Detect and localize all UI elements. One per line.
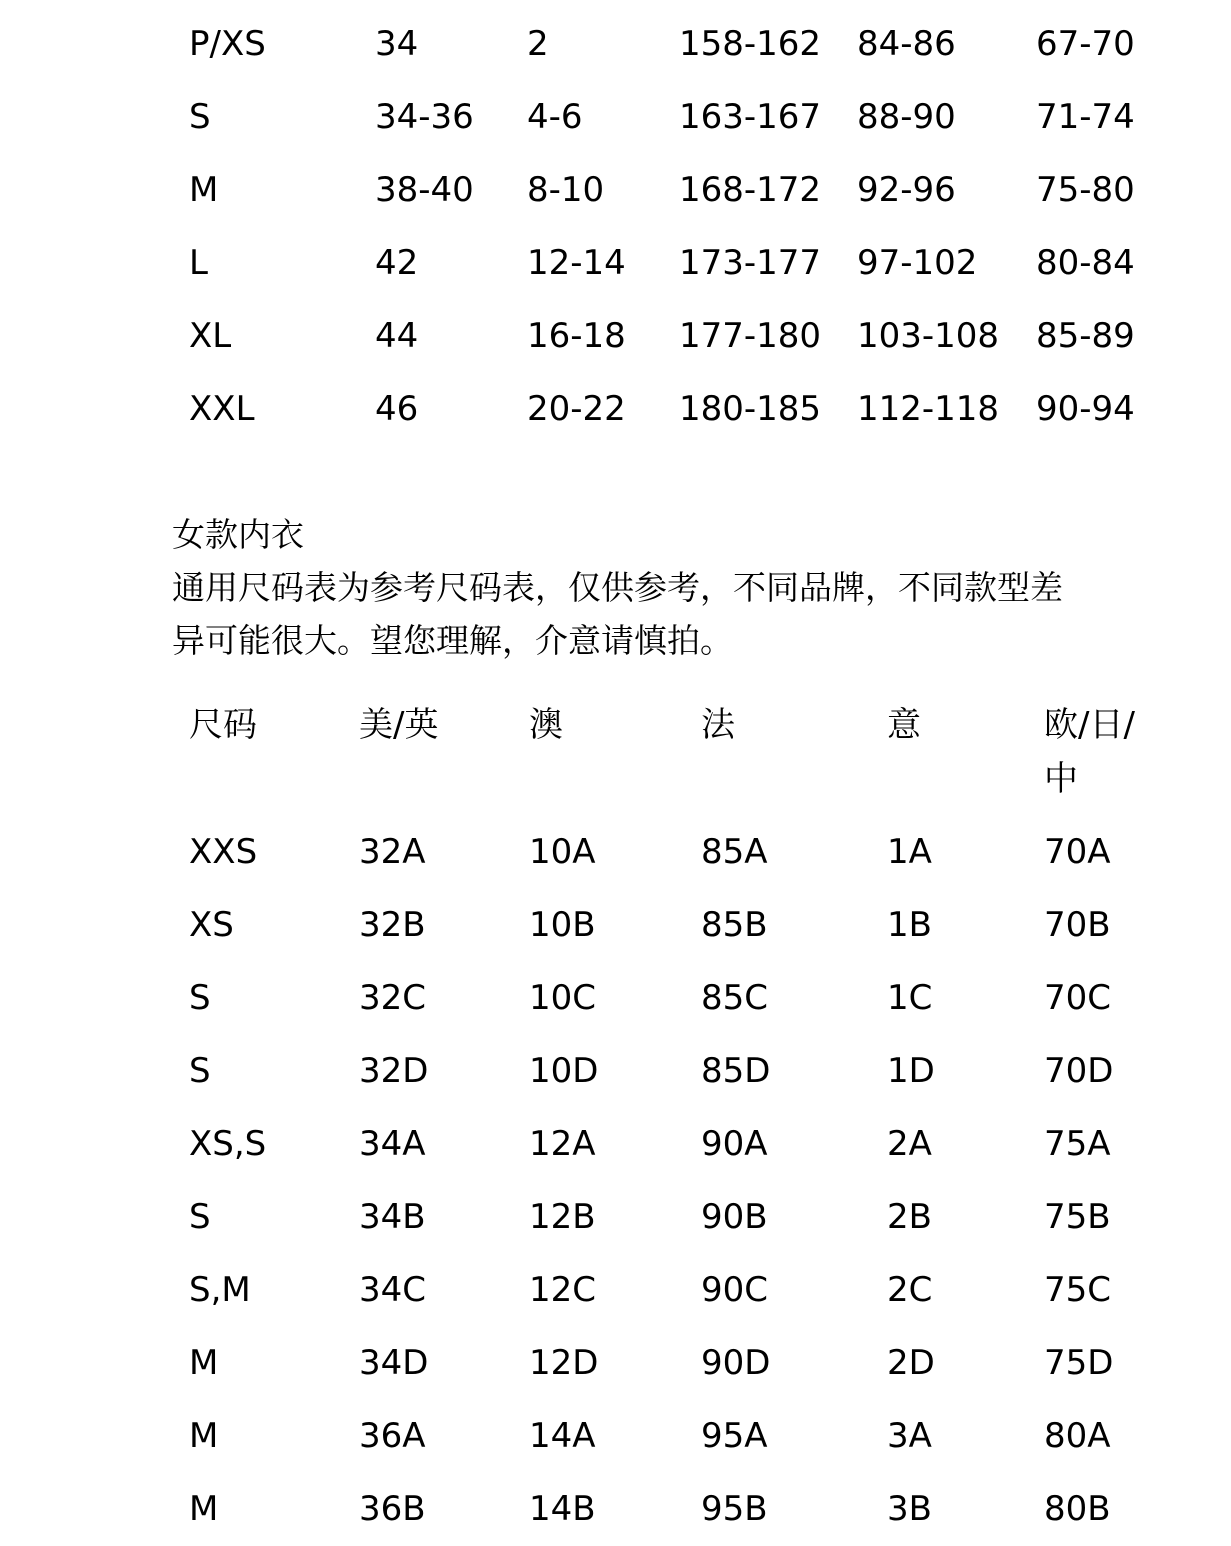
table-cell: 42	[375, 243, 419, 283]
table-cell: P/XS	[189, 24, 266, 64]
table-cell: 12C	[529, 1270, 597, 1310]
table-cell: 85C	[701, 978, 769, 1018]
header-au: 澳	[529, 705, 563, 745]
table-cell: 71-74	[1036, 97, 1135, 137]
table-cell: 46	[375, 389, 419, 429]
table-cell: M	[189, 1489, 219, 1529]
table-cell: 90C	[701, 1270, 769, 1310]
table-cell: 2C	[887, 1270, 933, 1310]
table-cell: S	[189, 978, 211, 1018]
header-eu-jp-cn: 欧/日/中	[1044, 705, 1135, 799]
table-cell: 38-40	[375, 170, 474, 210]
table-cell: 32C	[359, 978, 427, 1018]
section-title: 女款内衣	[172, 515, 304, 554]
table-cell: 80-84	[1036, 243, 1135, 283]
table-cell: 75-80	[1036, 170, 1135, 210]
header-size: 尺码	[189, 705, 257, 745]
table-cell: 44	[375, 316, 419, 356]
table-cell: 85D	[701, 1051, 771, 1091]
table-cell: XXL	[189, 389, 255, 429]
table-cell: 112-118	[857, 389, 1000, 429]
table-cell: 12B	[529, 1197, 596, 1237]
table-cell: 75B	[1044, 1197, 1111, 1237]
table-cell: 90B	[701, 1197, 768, 1237]
table-cell: 32B	[359, 905, 426, 945]
header-fr: 法	[701, 705, 735, 745]
table-cell: 1C	[887, 978, 933, 1018]
table-cell: 1B	[887, 905, 932, 945]
table-cell: 12D	[529, 1343, 599, 1383]
table-cell: 70A	[1044, 832, 1111, 872]
table-cell: XXS	[189, 832, 258, 872]
table-cell: 90-94	[1036, 389, 1135, 429]
table-cell: 2D	[887, 1343, 935, 1383]
table-cell: 95A	[701, 1416, 768, 1456]
table-cell: 75C	[1044, 1270, 1112, 1310]
table-cell: 14A	[529, 1416, 596, 1456]
table-cell: 70B	[1044, 905, 1111, 945]
table-cell: 85A	[701, 832, 768, 872]
table-cell: 70C	[1044, 978, 1112, 1018]
table-cell: 80A	[1044, 1416, 1111, 1456]
table-cell: 90A	[701, 1124, 768, 1164]
table-cell: 97-102	[857, 243, 978, 283]
header-us-uk: 美/英	[359, 705, 439, 745]
table-cell: 12-14	[527, 243, 626, 283]
table-cell: 10D	[529, 1051, 599, 1091]
table-cell: 1A	[887, 832, 932, 872]
table-cell: 67-70	[1036, 24, 1135, 64]
table-cell: 10A	[529, 832, 596, 872]
table-cell: 90D	[701, 1343, 771, 1383]
table-cell: 103-108	[857, 316, 1000, 356]
table-cell: 3B	[887, 1489, 932, 1529]
note-line-1: 通用尺码表为参考尺码表，仅供参考，不同品牌，不同款型差	[172, 568, 1063, 607]
table-cell: 158-162	[679, 24, 822, 64]
table-cell: 173-177	[679, 243, 822, 283]
table-cell: 2A	[887, 1124, 932, 1164]
table-cell: 70D	[1044, 1051, 1114, 1091]
table-cell: M	[189, 1416, 219, 1456]
table-cell: 2	[527, 24, 549, 64]
table-cell: 3A	[887, 1416, 932, 1456]
table-cell: M	[189, 170, 219, 210]
table-cell: 85B	[701, 905, 768, 945]
table-cell: 180-185	[679, 389, 822, 429]
table-cell: 32A	[359, 832, 426, 872]
table-cell: 32D	[359, 1051, 429, 1091]
table-cell: S,M	[189, 1270, 251, 1310]
header-it: 意	[887, 705, 921, 745]
table-cell: 14B	[529, 1489, 596, 1529]
table-cell: 16-18	[527, 316, 626, 356]
table-cell: 36A	[359, 1416, 426, 1456]
table-cell: M	[189, 1343, 219, 1383]
table-cell: XL	[189, 316, 232, 356]
note-line-2: 异可能很大。望您理解，介意请慎拍。	[172, 621, 733, 660]
table-cell: 20-22	[527, 389, 626, 429]
table-cell: L	[189, 243, 208, 283]
table-cell: 8-10	[527, 170, 605, 210]
table-cell: 4-6	[527, 97, 583, 137]
table-cell: 34	[375, 24, 419, 64]
table-cell: 34-36	[375, 97, 474, 137]
table-cell: 177-180	[679, 316, 822, 356]
table-cell: 75D	[1044, 1343, 1114, 1383]
table-cell: 85-89	[1036, 316, 1135, 356]
table-cell: S	[189, 97, 211, 137]
table-cell: 1D	[887, 1051, 935, 1091]
table-cell: 95B	[701, 1489, 768, 1529]
table-cell: 34A	[359, 1124, 426, 1164]
table-cell: 88-90	[857, 97, 956, 137]
table-cell: S	[189, 1051, 211, 1091]
table-cell: 12A	[529, 1124, 596, 1164]
table-cell: 163-167	[679, 97, 822, 137]
table-cell: 36B	[359, 1489, 426, 1529]
table-cell: 34C	[359, 1270, 427, 1310]
table-cell: 168-172	[679, 170, 822, 210]
table-cell: XS	[189, 905, 234, 945]
table-cell: 75A	[1044, 1124, 1111, 1164]
table-cell: 10B	[529, 905, 596, 945]
table-cell: 2B	[887, 1197, 932, 1237]
table-cell: S	[189, 1197, 211, 1237]
table-cell: 92-96	[857, 170, 956, 210]
table-cell: XS,S	[189, 1124, 267, 1164]
table-cell: 34D	[359, 1343, 429, 1383]
table-cell: 34B	[359, 1197, 426, 1237]
table-cell: 10C	[529, 978, 597, 1018]
table-cell: 84-86	[857, 24, 956, 64]
table-cell: 80B	[1044, 1489, 1111, 1529]
